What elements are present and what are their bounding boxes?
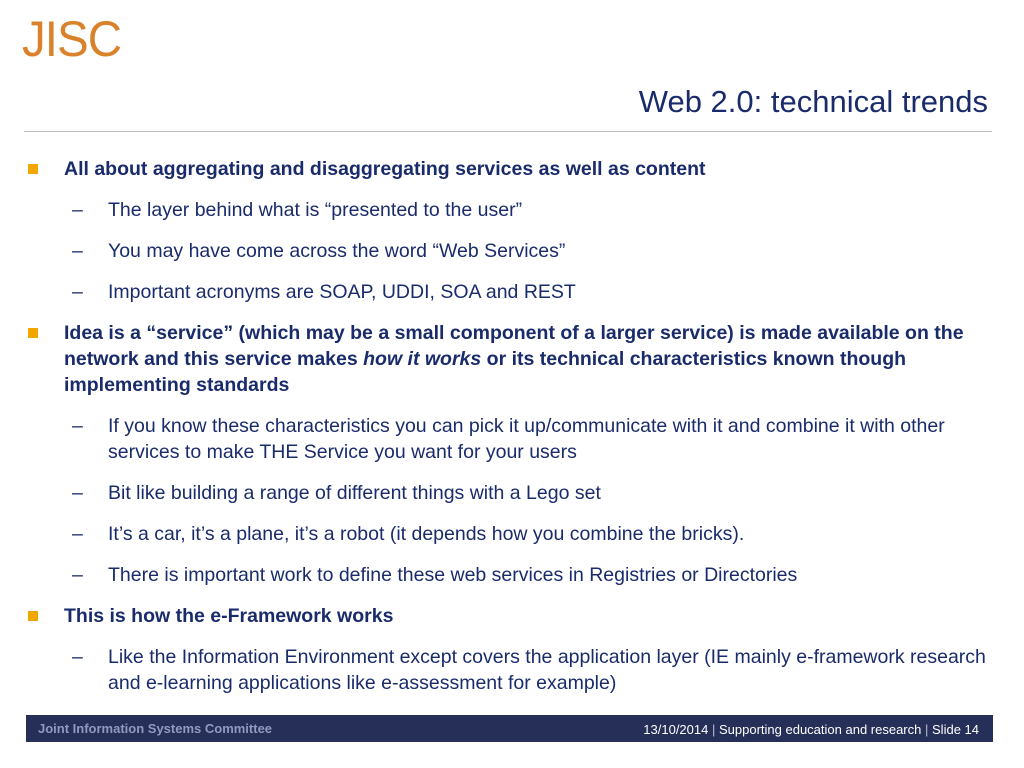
dash-icon: – — [72, 482, 83, 504]
bullet-3 — [26, 603, 994, 629]
sub-bullet-1-2 — [26, 238, 994, 264]
sub-bullet-2-3 — [26, 521, 994, 547]
bullet-1 — [26, 156, 994, 182]
bullet-3-text: This is how the e-Framework works — [64, 605, 394, 627]
sub-bullet-text: There is important work to define these web services in Registries or Directories — [108, 564, 798, 586]
slide-title: Web 2.0: technical trends — [638, 84, 988, 119]
sub-bullet-text: You may have come across the word “Web Services” — [108, 240, 566, 262]
footer-bar — [26, 715, 993, 742]
bullet-2 — [26, 320, 994, 398]
sub-bullet-text: Bit like building a range of different things with a Lego set — [108, 482, 601, 504]
sub-bullet-2-4 — [26, 562, 994, 588]
bullet-2-emphasis: how it works — [363, 348, 482, 370]
sub-bullet-1-1 — [26, 197, 994, 223]
sub-bullet-2-1 — [26, 413, 994, 465]
dash-icon: – — [72, 415, 83, 437]
sub-bullet-3-1 — [26, 644, 994, 696]
sub-bullet-text: Important acronyms are SOAP, UDDI, SOA and REST — [108, 281, 576, 303]
footer-tagline: Supporting education and research — [719, 722, 922, 737]
sub-bullet-text: Like the Information Environment except covers the application layer (IE mainly e-framework research and e-learning applications like e-assessment for example) — [108, 646, 986, 694]
bullet-square-icon — [28, 611, 38, 621]
jisc-logo: JISC — [22, 11, 122, 67]
dash-icon: – — [72, 199, 83, 221]
sub-bullet-1-3 — [26, 279, 994, 305]
slide-body — [26, 156, 994, 711]
sub-bullet-2-2 — [26, 480, 994, 506]
bullet-2-text-after: or its technical characteristics known though implementing standards — [64, 348, 907, 396]
footer-separator: | — [925, 722, 929, 737]
slide-number: Slide 14 — [932, 722, 979, 737]
footer-separator: | — [711, 722, 716, 737]
dash-icon: – — [72, 240, 83, 262]
sub-bullet-text: It’s a car, it’s a plane, it’s a robot (it depends how you combine the bricks). — [108, 523, 745, 545]
dash-icon: – — [72, 281, 83, 303]
sub-bullet-text: If you know these characteristics you can pick it up/communicate with it and combine it with other services to make THE Service you want for your users — [108, 415, 945, 463]
dash-icon: – — [72, 523, 83, 545]
dash-icon: – — [72, 564, 83, 586]
bullet-square-icon — [28, 164, 38, 174]
footer-date: 13/10/2014 — [643, 722, 709, 737]
dash-icon: – — [72, 646, 83, 668]
sub-bullet-text: The layer behind what is “presented to the user” — [108, 199, 523, 221]
footer-info — [643, 722, 979, 737]
bullet-1-text: All about aggregating and disaggregating services as well as content — [64, 158, 706, 180]
bullet-2-text-before: Idea is a “service” (which may be a small component of a larger service) is made available on the network and this service makes — [64, 322, 964, 370]
title-divider — [24, 131, 992, 132]
footer-organization: Joint Information Systems Committee — [38, 721, 273, 736]
bullet-square-icon — [28, 328, 38, 338]
